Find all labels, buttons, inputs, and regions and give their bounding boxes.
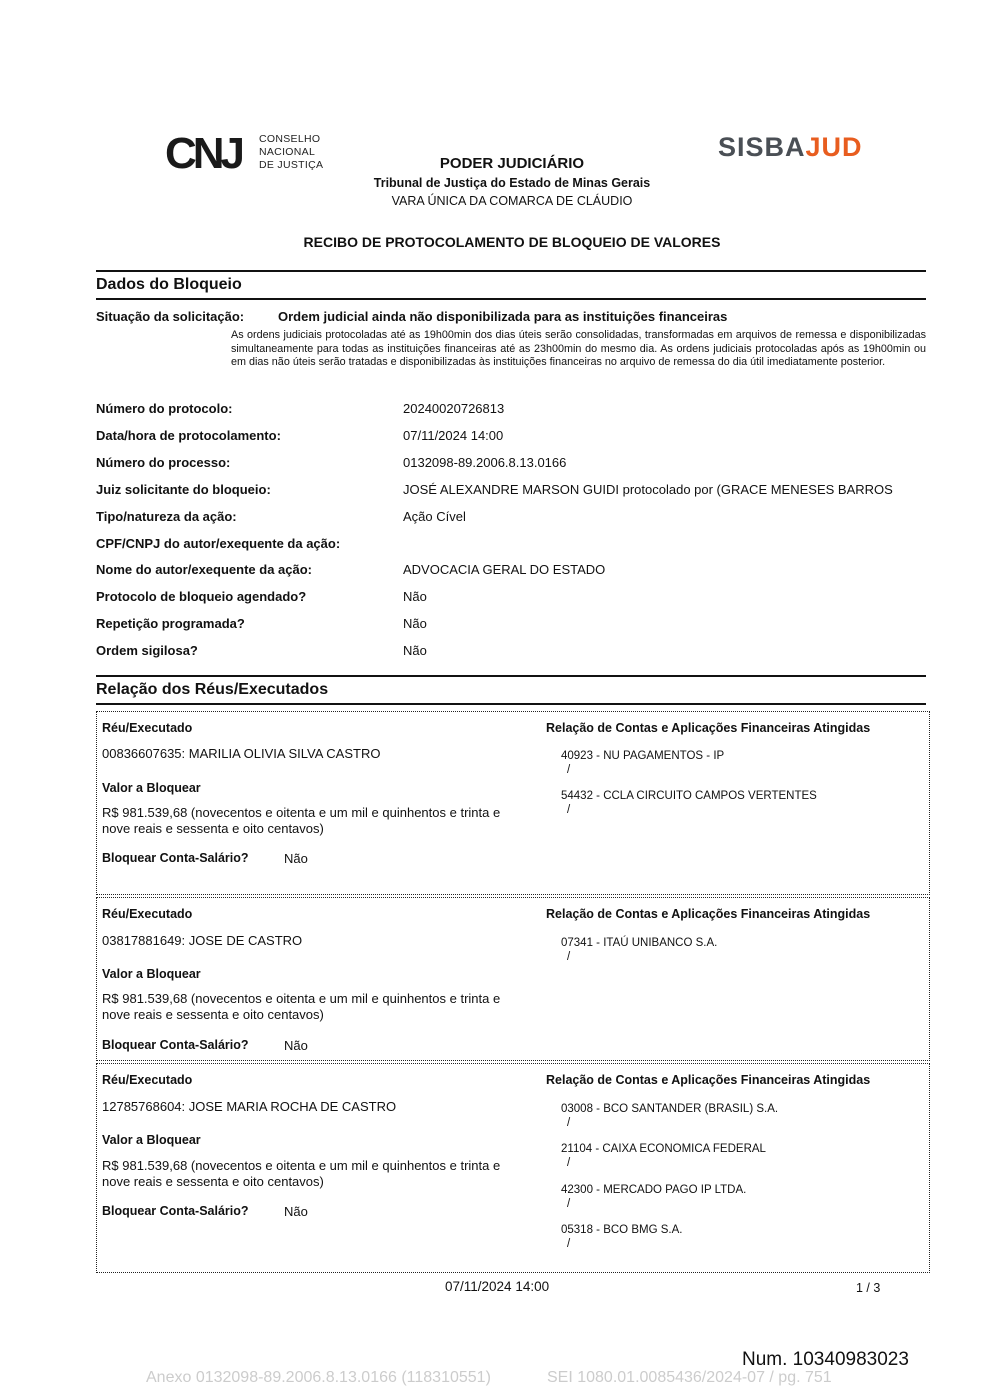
page-number: 1 / 3 (856, 1281, 881, 1295)
field-label: Juiz solicitante do bloqueio: (96, 482, 271, 497)
reu-label: Réu/Executado (102, 907, 193, 921)
reu-label: Réu/Executado (102, 721, 193, 735)
valor-line-1: R$ 981.539,68 (novecentos e oitenta e um mil e quinhentos e trinta e (102, 805, 501, 820)
salario-label: Bloquear Conta-Salário? (102, 1204, 249, 1218)
field-value: Ação Cível (403, 509, 466, 524)
field-value: 0132098-89.2006.8.13.0166 (403, 455, 567, 470)
field-label: Tipo/natureza da ação: (96, 509, 237, 524)
situacao-note: As ordens judiciais protocoladas até as 19h00min dos dias úteis serão consolidadas, transformadas em arquivos de remessa e disponibilizadas simultaneamente para todas as instituições financeiras até as 23h00min do mesmo dia. As ordens judiciais protocoladas após as 19h00min ou em dias não úteis serão tratadas e disponibilizadas às instituições financeiras no arquivo de remessa do dia útil imediatamente posterior. (231, 329, 926, 369)
field-label: Repetição programada? (96, 616, 245, 631)
footer-datetime: 07/11/2024 14:00 (445, 1279, 550, 1294)
field-value: Não (403, 589, 427, 604)
contas-label: Relação de Contas e Aplicações Financeiras Atingidas (546, 907, 871, 921)
field-label: Número do protocolo: (96, 401, 233, 416)
document-number: Num. 10340983023 (742, 1349, 909, 1370)
field-label: Protocolo de bloqueio agendado? (96, 589, 307, 604)
sei-watermark: SEI 1080.01.0085436/2024-07 / pg. 751 (547, 1369, 832, 1386)
conta-item: 40923 - NU PAGAMENTOS - IP (561, 750, 725, 762)
conta-item: 07341 - ITAÚ UNIBANCO S.A. (561, 937, 718, 949)
valor-line-1: R$ 981.539,68 (novecentos e oitenta e um mil e quinhentos e trinta e (102, 991, 501, 1006)
contas-label: Relação de Contas e Aplicações Financeiras Atingidas (546, 1073, 871, 1087)
cnj-text: CONSELHO NACIONAL DE JUSTIÇA (259, 133, 324, 171)
vara-name: VARA ÚNICA DA COMARCA DE CLÁUDIO (391, 194, 633, 208)
valor-label: Valor a Bloquear (102, 781, 201, 795)
field-value: ADVOCACIA GERAL DO ESTADO (403, 562, 606, 577)
conta-slash: / (567, 804, 571, 816)
document-title: RECIBO DE PROTOCOLAMENTO DE BLOQUEIO DE VALORES (303, 234, 721, 250)
field-label: Data/hora de protocolamento: (96, 428, 281, 443)
field-value: JOSÉ ALEXANDRE MARSON GUIDI protocolado por (GRACE MENESES BARROS (403, 482, 893, 497)
conta-slash: / (567, 764, 571, 776)
reu-name: 00836607635: MARILIA OLIVIA SILVA CASTRO (102, 746, 381, 761)
conta-slash: / (567, 1117, 571, 1129)
valor-label: Valor a Bloquear (102, 1133, 201, 1147)
poder-judiciario: PODER JUDICIÁRIO (439, 155, 585, 172)
valor-label: Valor a Bloquear (102, 967, 201, 981)
reu-card (96, 897, 930, 1061)
reu-name: 03817881649: JOSE DE CASTRO (102, 933, 303, 948)
conta-item: 03008 - BCO SANTANDER (BRASIL) S.A. (561, 1103, 779, 1115)
field-value: 20240020726813 (403, 401, 505, 416)
salario-label: Bloquear Conta-Salário? (102, 1038, 249, 1052)
reu-card (96, 1063, 930, 1273)
salario-value: Não (284, 851, 308, 866)
conta-item: 05318 - BCO BMG S.A. (561, 1224, 683, 1236)
reu-label: Réu/Executado (102, 1073, 193, 1087)
field-label: CPF/CNPJ do autor/exequente da ação: (96, 536, 341, 551)
salario-value: Não (284, 1038, 308, 1053)
valor-line-2: nove reais e sessenta e oito centavos) (102, 1007, 324, 1022)
situacao-value: Ordem judicial ainda não disponibilizada para as instituições financeiras (278, 309, 728, 324)
conta-item: 54432 - CCLA CIRCUITO CAMPOS VERTENTES (561, 790, 817, 802)
conta-slash: / (567, 1198, 571, 1210)
anexo-watermark: Anexo 0132098-89.2006.8.13.0166 (118310551) (146, 1369, 491, 1386)
section-dados-bloqueio: Dados do Bloqueio (96, 270, 926, 300)
field-value: 07/11/2024 14:00 (403, 428, 504, 443)
tribunal-name: Tribunal de Justiça do Estado de Minas Gerais (373, 176, 651, 190)
valor-line-2: nove reais e sessenta e oito centavos) (102, 821, 324, 836)
salario-label: Bloquear Conta-Salário? (102, 851, 249, 865)
valor-line-1: R$ 981.539,68 (novecentos e oitenta e um mil e quinhentos e trinta e (102, 1158, 501, 1173)
conta-slash: / (567, 951, 571, 963)
valor-line-2: nove reais e sessenta e oito centavos) (102, 1174, 324, 1189)
reu-name: 12785768604: JOSE MARIA ROCHA DE CASTRO (102, 1099, 397, 1114)
sisbajud-logo: SISBAJUD (718, 132, 863, 162)
field-label: Nome do autor/exequente da ação: (96, 562, 312, 577)
conta-item: 21104 - CAIXA ECONOMICA FEDERAL (561, 1143, 766, 1155)
reu-card (96, 711, 930, 895)
section-reus-executados: Relação dos Réus/Executados (96, 675, 926, 705)
conta-item: 42300 - MERCADO PAGO IP LTDA. (561, 1184, 747, 1196)
salario-value: Não (284, 1204, 308, 1219)
field-label: Número do processo: (96, 455, 231, 470)
cnj-mark: CNJ (165, 129, 242, 178)
conta-slash: / (567, 1238, 571, 1250)
conta-slash: / (567, 1157, 571, 1169)
field-label: Ordem sigilosa? (96, 643, 198, 658)
field-value: Não (403, 616, 427, 631)
situacao-label: Situação da solicitação: (96, 309, 245, 324)
contas-label: Relação de Contas e Aplicações Financeiras Atingidas (546, 721, 871, 735)
field-value: Não (403, 643, 427, 658)
